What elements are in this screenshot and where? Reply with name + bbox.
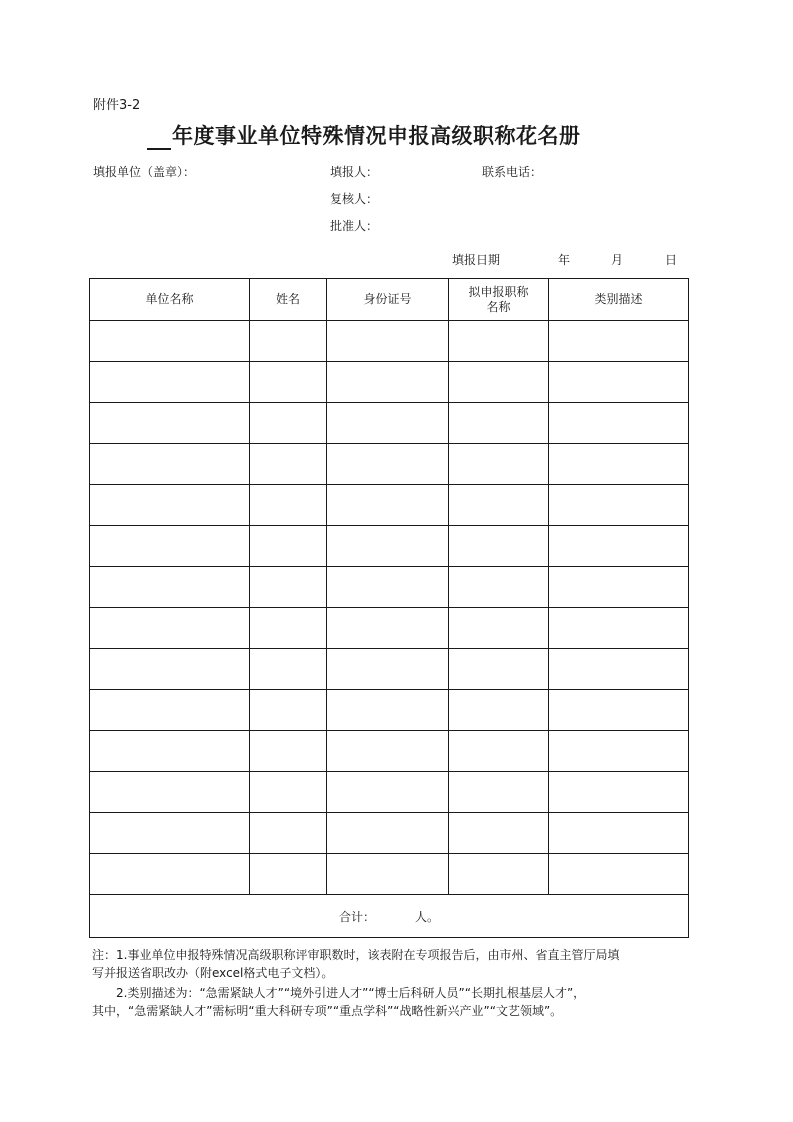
unit-name-cell[interactable] [90,813,250,854]
table-row [90,731,689,772]
id-number-cell[interactable] [327,403,449,444]
table-row [90,567,689,608]
id-number-cell[interactable] [327,526,449,567]
proposed-title-cell[interactable] [449,526,549,567]
id-number-cell[interactable] [327,608,449,649]
name-cell[interactable] [250,690,327,731]
note-line: 注：1.事业单位申报特殊情况高级职称评审职数时，该表附在专项报告后，由市州、省直主管厅局填 [92,948,620,962]
proposed-title-cell[interactable] [449,321,549,362]
name-cell[interactable] [250,772,327,813]
name-cell[interactable] [250,649,327,690]
proposed-title-cell[interactable] [449,813,549,854]
id-number-cell[interactable] [327,485,449,526]
proposed-title-cell[interactable] [449,485,549,526]
category-cell[interactable] [549,321,689,362]
name-cell[interactable] [250,854,327,895]
total-cell[interactable] [90,895,689,938]
note-line: 其中，“急需紧缺人才”需标明“重大科研专项”“重点学科”“战略性新兴产业”“文艺领域”。 [92,1004,563,1018]
proposed-title-cell[interactable] [449,567,549,608]
category-cell[interactable] [549,362,689,403]
category-cell[interactable] [549,854,689,895]
table-row [90,854,689,895]
category-cell[interactable] [549,608,689,649]
id-number-cell[interactable] [327,854,449,895]
unit-name-cell[interactable] [90,526,250,567]
col-header-proposed-title: 拟申报职称 名称 [449,279,549,321]
category-cell[interactable] [549,567,689,608]
category-cell[interactable] [549,690,689,731]
category-cell[interactable] [549,772,689,813]
table-row [90,608,689,649]
table-row [90,403,689,444]
unit-name-cell[interactable] [90,608,250,649]
proposed-title-cell[interactable] [449,731,549,772]
proposed-title-cell[interactable] [449,444,549,485]
table-row [90,485,689,526]
table-row [90,526,689,567]
category-cell[interactable] [549,649,689,690]
page-title [147,120,581,150]
unit-name-cell[interactable] [90,649,250,690]
date-year-label: 年 [558,253,571,267]
table-row [90,772,689,813]
category-cell[interactable] [549,731,689,772]
col-header-id-number: 身份证号 [327,279,449,321]
date-month-label: 月 [611,253,624,267]
total-row [90,895,689,938]
unit-name-cell[interactable] [90,772,250,813]
name-cell[interactable] [250,813,327,854]
unit-name-cell[interactable] [90,567,250,608]
category-cell[interactable] [549,444,689,485]
id-number-cell[interactable] [327,649,449,690]
name-cell[interactable] [250,731,327,772]
unit-name-cell[interactable] [90,321,250,362]
id-number-cell[interactable] [327,813,449,854]
filler-field-label: 填报人： [330,165,379,179]
proposed-title-cell[interactable] [449,649,549,690]
name-cell[interactable] [250,403,327,444]
table-row [90,690,689,731]
unit-name-cell[interactable] [90,403,250,444]
col-header-name: 姓名 [250,279,327,321]
year-blank [147,126,171,150]
id-number-cell[interactable] [327,772,449,813]
id-number-cell[interactable] [327,731,449,772]
proposed-title-cell[interactable] [449,362,549,403]
table-row [90,321,689,362]
category-cell[interactable] [549,813,689,854]
unit-name-cell[interactable] [90,731,250,772]
proposed-title-cell[interactable] [449,608,549,649]
id-number-cell[interactable] [327,321,449,362]
name-cell[interactable] [250,321,327,362]
attachment-label: 附件3-2 [93,98,141,113]
table-row [90,444,689,485]
unit-name-cell[interactable] [90,362,250,403]
proposed-title-cell[interactable] [449,854,549,895]
unit-field-label: 填报单位（盖章）： [93,165,196,179]
unit-name-cell[interactable] [90,690,250,731]
name-cell[interactable] [250,362,327,403]
name-cell[interactable] [250,444,327,485]
date-label: 填报日期 [452,253,501,267]
table-row [90,813,689,854]
category-cell[interactable] [549,403,689,444]
name-cell[interactable] [250,567,327,608]
id-number-cell[interactable] [327,567,449,608]
reviewer-field-label: 复核人： [330,192,379,206]
unit-name-cell[interactable] [90,854,250,895]
table-row [90,649,689,690]
proposed-title-cell[interactable] [449,772,549,813]
unit-name-cell[interactable] [90,444,250,485]
note-line: 写并报送省职改办（附excel格式电子文档）。 [92,966,334,980]
category-cell[interactable] [549,526,689,567]
approver-field-label: 批准人： [330,219,379,233]
id-number-cell[interactable] [327,362,449,403]
unit-name-cell[interactable] [90,485,250,526]
name-cell[interactable] [250,485,327,526]
col-header-unit-name: 单位名称 [90,279,250,321]
category-cell[interactable] [549,485,689,526]
name-cell[interactable] [250,526,327,567]
total-unit: 人。 [415,909,440,924]
name-cell[interactable] [250,608,327,649]
title-text: 年度事业单位特殊情况申报高级职称花名册 [172,124,581,148]
phone-field-label: 联系电话： [482,165,543,179]
table-header-row [90,279,689,321]
proposed-title-cell[interactable] [449,690,549,731]
id-number-cell[interactable] [327,690,449,731]
table-row [90,362,689,403]
note-line: 2.类别描述为：“急需紧缺人才”“境外引进人才”“博士后科研人员”“长期扎根基层人才”， [92,986,586,1000]
proposed-title-cell[interactable] [449,403,549,444]
date-day-label: 日 [665,253,678,267]
roster-table [89,278,689,938]
total-label: 合计： [338,909,375,924]
notes-block [92,946,692,1026]
id-number-cell[interactable] [327,444,449,485]
col-header-category: 类别描述 [549,279,689,321]
